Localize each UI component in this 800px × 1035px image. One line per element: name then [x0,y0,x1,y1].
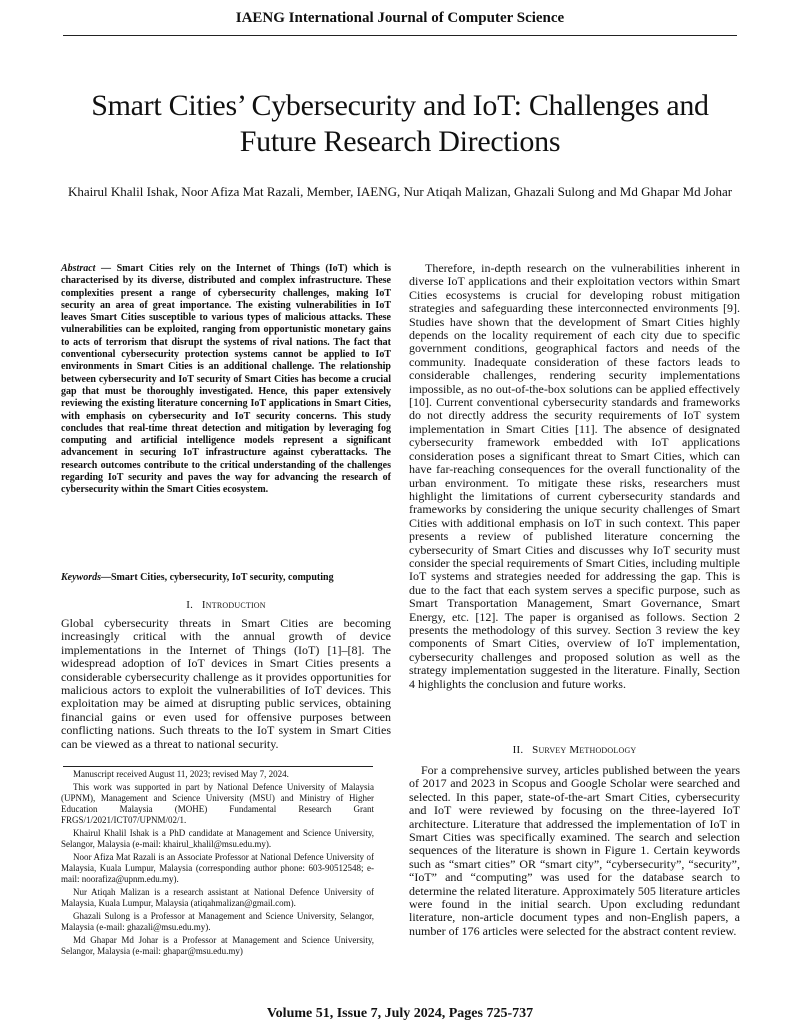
footnote: Khairul Khalil Ishak is a PhD candidate at Management and Science University, Selangor, Malaysia (e-mail: khairul_khalil@msu.edu.my). [61,827,374,849]
footnotes [61,769,374,959]
footnote: Manuscript received August 11, 2023; revised May 7, 2024. [73,769,289,779]
title-line-2: Future Research Directions [239,125,561,158]
author-list: Khairul Khalil Ishak, Noor Afiza Mat Razali, Member, IAENG, Nur Atiqah Malizan, Ghazali Sulong and Md Ghapar Md Johar [67,184,733,199]
right-column-text: Therefore, in-depth research on the vulnerabilities inherent in diverse IoT applications and their exploitation vectors within Smart Cities ecosystems is crucial for developing robust mitigation strategies and safeguarding these interconnected environments [9]. Studies have shown that the development of Smart Cities highly depends on the locality requirement of each city due to specific government conditions, geographical factors and needs of the community. Inadequate consideration of these factors leads to considerable challenges, rendering security implementations impossible, as no out-of-the-box solutions can be applied effectively [10]. Current conventional cybersecurity standards and frameworks do not directly address the security requirements of IoT system implementation in Smart Cities [11]. The absence of designated cybersecurity framework embedded with IoT applications consideration poses a significant threat to Smart Cities, which can have far-reaching consequences for the overall functionality of the urban environment. To mitigate these risks, researchers must highlight the limitations of current cybersecurity standards and frameworks by considering the unique security challenges of Smart Cities with additional emphasis on IoT in such context. This paper presents a review of published literature concerning the cybersecurity of Smart Cities and discusses why IoT security must consider the special requirements of Smart Cities, including multiple IoT systems and strategies needed for addressing the gap. This is due to the fact that each system serves a specific purpose, such as Smart Transportation Management, Smart Governance, Smart Energy, etc. [12]. The paper is organised as follows. Section 2 presents the methodology of this survey. Section 3 review the key components of Smart Cities, overview of IoT implementation, cybersecurity challenges and proposed solution as well as the strategy implementation suggested in the literature. Finally, Section 4 highlights the conclusion and future works. [409,261,740,691]
header-rule [63,35,737,36]
abstract [61,263,391,497]
paper-title [40,88,760,160]
footnote: Md Ghapar Md Johar is a Professor at Management and Science University, Selangor, Malaysia (e-mail: ghapar@msu.edu.my) [61,935,374,956]
section-title: Survey Methodology [532,744,637,756]
footnote-rule [63,766,373,767]
section-heading-survey-methodology [409,744,740,756]
introduction-continued [409,262,740,691]
section-number: I. [186,599,194,611]
abstract-text: — Smart Cities rely on the Internet of Things (IoT) which is characterised by its diverse, distributed and complex infrastructure. These complexities present a range of cybersecurity challenges, making IoT security an area of great importance. The existing vulnerabilities in IoT leaves Smart Cities susceptible to various types of malicious attacks. These vulnerabilities can be exploited, ranging from opportunistic monetary gains to acts of terrorism that disrupt the systems of rival nations. The fact that conventional cybersecurity protection systems cannot be applied to IoT environments in Smart Cities is an additional challenge. The relationship between cybersecurity and IoT security of Smart Cities has become a crucial gap that must be thoroughly investigated. Hence, this paper extensively reviewing the existing literature concerning IoT applications in Smart Cities, with emphasis on cybersecurity and IoT security concerns. This study concludes that real-time threat detection and mitigation by leveraging fog computing and artificial intelligence models represent a significant advancement in securing IoT infrastructure against cyberattacks. The research outcomes contribute to the critical understanding of the challenges regarding IoT security and paves the way for advancing the research of cybersecurity within the Smart Cities ecosystem. [61,263,391,496]
volume-footer: Volume 51, Issue 7, July 2024, Pages 725-737 [266,1006,534,1021]
section-heading-introduction [61,599,391,611]
footnote: This work was supported in part by National Defence University of Malaysia (UPNM), Management and Science University (MSU) and Ministry of Higher Education Malaysia (MOHE) Fundamental Research Grant FRGS/1/2021/ICT07/UPNM/02/1. [61,782,374,825]
journal-header: IAENG International Journal of Computer Science [235,10,565,26]
title-line-1: Smart Cities’ Cybersecurity and IoT: Challenges and [91,89,709,122]
keywords [61,572,391,584]
survey-methodology-paragraph [409,764,740,938]
section-number: II. [512,744,524,756]
footnote: Noor Afiza Mat Razali is an Associate Professor at National Defence University of Malaysia, Kuala Lumpur, Malaysia (corresponding author phone: 603-90512548; e-mail: noorafiza@upnm.edu.my). [61,852,374,884]
footnote: Ghazali Sulong is a Professor at Management and Science University, Selangor, Malaysia (e-mail: ghazali@msu.edu.my). [61,911,374,932]
intro-text: Global cybersecurity threats in Smart Cities are becoming increasingly critical with the annual growth of device implementations in the Internet of Things (IoT) [1]–[8]. The widespread adoption of IoT devices in Smart Cities presents a considerable cybersecurity challenge as it provides opportunities for malicious actors to exploit the vulnerabilities of IoT devices. This exploitation may be aimed at disrupting public services, obtaining financial gains or even used for offensive purposes between conflicting nations. Such threats to the IoT system in Smart Cities can be viewed as a threat to national security. [61,616,391,751]
introduction-paragraph [61,617,391,751]
footnote: Nur Atiqah Malizan is a research assistant at National Defence University of Malaysia, Kuala Lumpur, Malaysia (atiqahmalizan@gmail.com). [61,886,374,908]
abstract-label: Abstract [61,263,96,274]
keywords-text: —Smart Cities, cybersecurity, IoT security, computing [101,572,334,583]
survey-text: For a comprehensive survey, articles published between the years of 2017 and 2023 in Scopus and Google Scholar were searched and selected. In this paper, state-of-the-art Smart Cities, cybersecurity and IoT were reviewed by focusing on the three-layered IoT architecture. Literature that addressed the implementation of IoT in Smart Cities was specifically examined. The search and selection sequences of the literature is shown in Figure 1. Certain keywords such as “smart cities” OR “smart city”, “cybersecurity”, “security”, “IoT” and “computing” was used for the database search to determine the related literature. Approximately 505 literature articles were found in the initial search. Upon excluding redundant literature, non-article document types and non-English papers, a number of 176 articles were selected for the abstract content review. [409,763,740,938]
keywords-label: Keywords [61,572,101,583]
section-title: Introduction [201,599,266,611]
